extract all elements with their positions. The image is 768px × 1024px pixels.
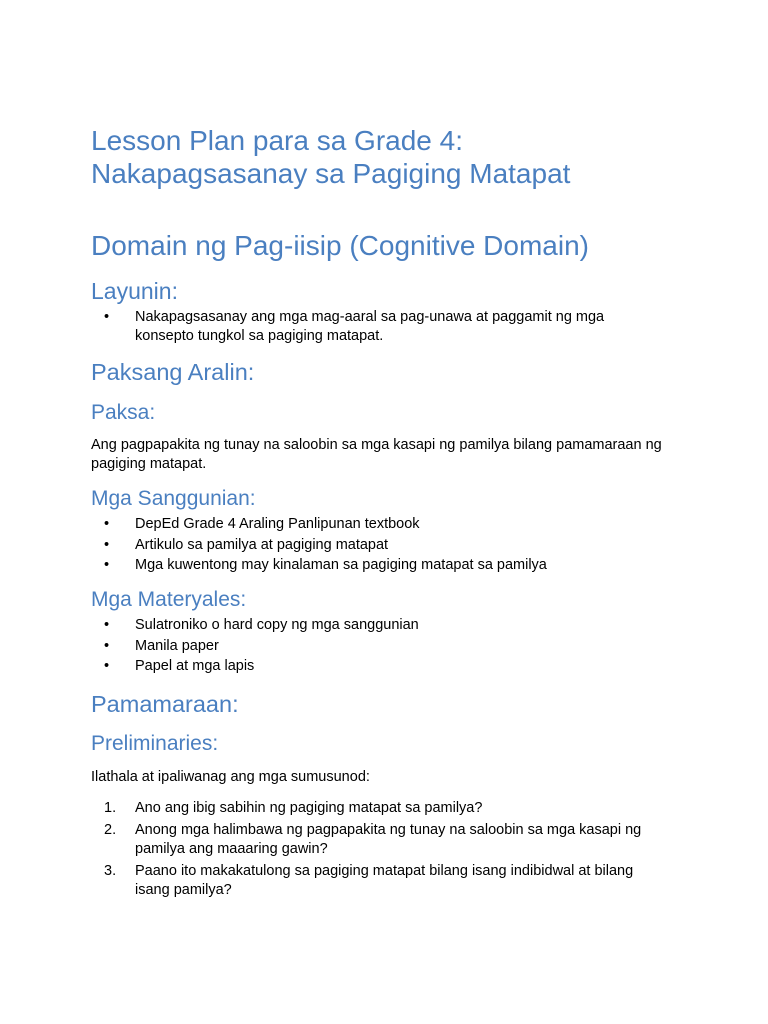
list-number: 3. xyxy=(104,863,117,879)
list-item xyxy=(91,862,671,900)
list-item-text: Anong mga halimbawa ng pagpapakita ng tunay na saloobin sa mga kasapi ng pamilya ang maaaring gawin? xyxy=(135,822,642,857)
preliminaries-list xyxy=(91,799,671,903)
list-item-text: DepEd Grade 4 Araling Panlipunan textbook xyxy=(135,516,420,532)
list-item xyxy=(91,637,691,656)
paksang-aralin-heading: Paksang Aralin: xyxy=(91,359,255,385)
layunin-list xyxy=(91,308,651,348)
list-item xyxy=(91,308,651,346)
list-item xyxy=(91,556,691,575)
list-item xyxy=(91,821,671,859)
document-title-line-2: Nakapagsasanay sa Pagiging Matapat xyxy=(91,158,571,189)
list-item-text: Artikulo sa pamilya at pagiging matapat xyxy=(135,536,389,553)
layunin-heading: Layunin: xyxy=(91,278,178,304)
pamamaraan-heading: Pamamaraan: xyxy=(91,691,239,717)
list-item-text: Sulatroniko o hard copy ng mga sanggunian xyxy=(135,617,419,633)
sanggunian-list xyxy=(91,515,691,577)
sanggunian-heading: Mga Sanggunian: xyxy=(91,487,256,510)
bullet-icon: • xyxy=(104,536,110,553)
list-item-text: Ano ang ibig sabihin ng pagiging matapat sa pamilya? xyxy=(135,800,483,816)
list-item-text: Paano ito makakatulong sa pagiging matapat bilang isang indibidwal at bilang isang pamilya? xyxy=(135,863,634,898)
paksa-text: Ang pagpapakita ng tunay na saloobin sa mga kasapi ng pamilya bilang pamamaraan ng pagiging matapat. xyxy=(91,437,662,472)
paksa-heading: Paksa: xyxy=(91,401,156,424)
list-item xyxy=(91,616,691,635)
materyales-heading: Mga Materyales: xyxy=(91,588,247,611)
materyales-list xyxy=(91,616,691,678)
bullet-icon: • xyxy=(104,309,110,325)
list-item-text: Nakapagsasanay ang mga mag-aaral sa pag-unawa at paggamit ng mga konsepto tungkol sa pagiging matapat. xyxy=(135,309,605,344)
list-item-text: Manila paper xyxy=(135,637,219,654)
list-item-text: Papel at mga lapis xyxy=(135,658,255,674)
document-title xyxy=(91,124,570,190)
document-title-line-1: Lesson Plan para sa Grade 4: xyxy=(91,125,464,156)
list-number: 1. xyxy=(104,800,117,816)
list-item xyxy=(91,657,691,676)
bullet-icon: • xyxy=(104,516,110,532)
list-item xyxy=(91,799,671,818)
bullet-icon: • xyxy=(104,658,110,674)
list-number: 2. xyxy=(104,822,117,838)
list-item xyxy=(91,515,691,534)
bullet-icon: • xyxy=(104,637,110,654)
preliminaries-intro: Ilathala at ipaliwanag ang mga sumusunod: xyxy=(91,769,370,785)
domain-heading: Domain ng Pag-iisip (Cognitive Domain) xyxy=(91,230,589,261)
preliminaries-heading: Preliminaries: xyxy=(91,732,219,755)
list-item xyxy=(91,536,691,555)
list-item-text: Mga kuwentong may kinalaman sa pagiging matapat sa pamilya xyxy=(135,557,547,573)
bullet-icon: • xyxy=(104,617,110,633)
bullet-icon: • xyxy=(104,557,110,573)
